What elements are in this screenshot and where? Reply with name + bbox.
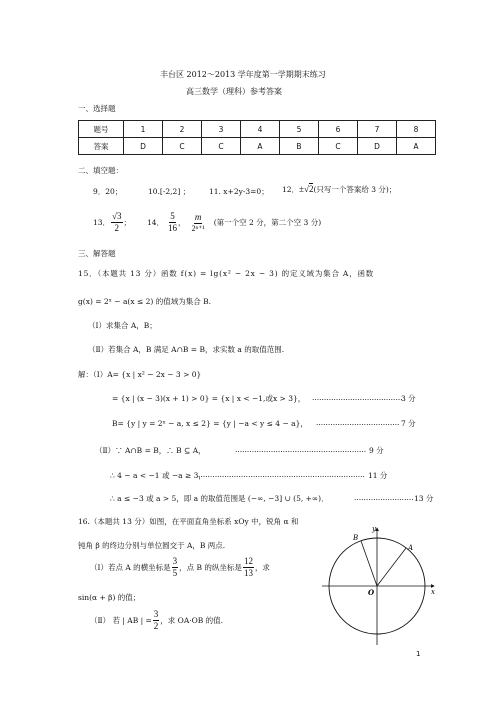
dot-leader: ......................... [354, 493, 414, 502]
answer-11: 11. x+2y-3=0； [209, 187, 269, 196]
table-cell: 6 [319, 121, 358, 138]
table-cell: 2 [163, 121, 202, 138]
x-axis-label: x [431, 588, 435, 596]
document-subtitle: 高三数学（理科）参考答案 [186, 87, 282, 96]
table-cell: 4 [241, 121, 280, 138]
point-b-label: B [353, 534, 359, 542]
table-cell: 答案 [79, 138, 124, 155]
table-cell: 8 [397, 121, 436, 138]
answer-14 [147, 212, 321, 233]
table-row [79, 138, 436, 155]
table-cell: 7 [358, 121, 397, 138]
fraction-denominator: 2 [153, 621, 159, 631]
fraction-denominator: 16 [168, 223, 178, 233]
answer-12-note: (只写一个答案给 3 分)； [313, 185, 397, 194]
table-cell: B [280, 138, 319, 155]
solution-15-line-5: ∴ 4 − a < −1 或 −a ≥ 3， [110, 471, 206, 480]
question-15-part-1: （Ⅰ）求集合 A，B； [88, 321, 157, 330]
page-number: 1 [416, 650, 421, 658]
solution-15-line-6: ∴ a ≤ −3 或 a > 5，即 a 的取值范围是 (−∞, −3] ∪ (5, +∞)． [110, 494, 329, 503]
dot-leader: ....................................................... [235, 445, 367, 454]
score-label: 13 分 [414, 494, 434, 503]
fraction-12-13 [243, 557, 254, 578]
question-15-line-2: g(x) = 2ˣ − a(x ≤ 2) 的值域为集合 B. [78, 297, 211, 306]
score-label: 7 分 [401, 419, 416, 428]
document-title: 丰台区 2012～2013 学年度第一学期期末练习 [160, 70, 326, 79]
fraction-numerator: m [194, 211, 202, 222]
question-15-part-2: （Ⅱ）若集合 A，B 满足 A∩B = B，求实数 a 的取值范围. [88, 345, 285, 354]
section-heading-choice: 一、选择题 [78, 104, 116, 113]
question-16-part-2-text: （Ⅱ） 若 | AB | = [90, 616, 152, 625]
question-16-part-1-end: sin(α + β) 的值； [78, 593, 141, 602]
fraction-denominator: 2 [114, 223, 120, 233]
answer-13 [93, 212, 131, 233]
answer-14-fraction-1 [168, 212, 177, 233]
y-axis-label: y [372, 525, 376, 533]
question-16-line-1: 16.（本题共 13 分）如图，在平面直角坐标系 xOy 中，锐角 α 和 [78, 517, 299, 526]
answer-9: 9．20； [93, 187, 123, 196]
answer-14-fraction-2 [192, 213, 205, 233]
plus-minus-sign: ± [299, 184, 304, 194]
question-16-part-1-text: ，点 B 的纵坐标是 [179, 563, 242, 572]
score-label: 9 分 [369, 446, 384, 455]
answer-14-note: (第一个空 2 分，第二个空 3 分) [213, 218, 322, 227]
question-16-part-1-text: ，求 [254, 563, 270, 572]
table-cell: 3 [202, 121, 241, 138]
answer-12-radicand: 2 [308, 184, 314, 194]
section-heading-solution: 三、解答题 [78, 249, 116, 258]
answer-13-label: 13． [93, 218, 111, 227]
table-cell: A [397, 138, 436, 155]
table-cell: 5 [280, 121, 319, 138]
score-label: 3 分 [401, 394, 416, 403]
table-cell: C [202, 138, 241, 155]
answer-13-end: ； [123, 218, 131, 227]
solution-15-line-4: （Ⅱ）∵ A∩B = B，∴ B ⊆ A， [95, 446, 206, 455]
table-row [79, 121, 436, 138]
unit-circle-figure [320, 520, 440, 650]
answer-14-separator: ， [178, 218, 186, 227]
fraction-numerator: 3 [153, 609, 159, 619]
table-cell: C [163, 138, 202, 155]
table-cell: A [241, 138, 280, 155]
question-15-line-1: 15．（本题共 13 分）函数 f(x) = lg(x² − 2x − 3) 的定义域为集合 A，函数 [78, 269, 375, 278]
point-a-label: A [408, 544, 414, 552]
fraction-3-2 [153, 610, 160, 631]
sqrt-icon: √ [304, 184, 309, 194]
dot-leader: ................................... [316, 418, 400, 427]
fraction-numerator: 5 [170, 211, 175, 221]
fraction-denominator: 5 [172, 568, 178, 578]
question-16-part-1 [90, 557, 270, 578]
answer-table [78, 120, 436, 155]
origin-label: O [368, 588, 375, 597]
dot-leader: ...................................... [312, 393, 403, 402]
answer-13-fraction [111, 212, 122, 233]
answer-14-label: 14． [147, 218, 165, 227]
question-16-part-2 [90, 610, 223, 631]
fraction-3-5 [172, 557, 179, 578]
question-16-line-2: 钝角 β 的终边分别与单位圆交于 A，B 两点. [78, 541, 226, 550]
answer-12-label: 12． [282, 185, 300, 194]
fraction-denominator: 2ⁿ⁺¹ [191, 223, 205, 233]
section-heading-fill: 二、填空题： [78, 166, 123, 175]
ray-ob [361, 541, 377, 586]
solution-15-line-2: = {x | (x − 3)(x + 1) > 0} = {x | x < −1,或x > 3}， [112, 394, 306, 403]
solution-15-line-3: B= {y | y = 2ˣ − a, x ≤ 2} = {y | −a < y ≤ 4 − a}， [112, 419, 308, 428]
answer-10: 10.[-2,2] ； [148, 187, 191, 196]
table-cell: C [319, 138, 358, 155]
question-16-part-2-text: ，求 OA·OB 的值. [160, 616, 224, 625]
ray-oa [377, 548, 406, 586]
question-16-part-1-text: （Ⅰ）若点 A 的横坐标是 [90, 563, 171, 572]
table-cell: 题号 [79, 121, 124, 138]
table-cell: D [124, 138, 163, 155]
answer-12 [282, 184, 396, 195]
score-label: 11 分 [368, 471, 388, 480]
fraction-numerator: 12 [243, 556, 253, 566]
table-cell: D [358, 138, 397, 155]
solution-15-line-1: 解：（Ⅰ）A= {x | x² − 2x − 3 > 0} [78, 370, 202, 379]
fraction-numerator: 3 [172, 556, 178, 566]
fraction-numerator: √3 [112, 211, 122, 221]
fraction-denominator: 13 [243, 568, 253, 578]
dot-leader: ...................................................................... [198, 470, 365, 479]
table-cell: 1 [124, 121, 163, 138]
